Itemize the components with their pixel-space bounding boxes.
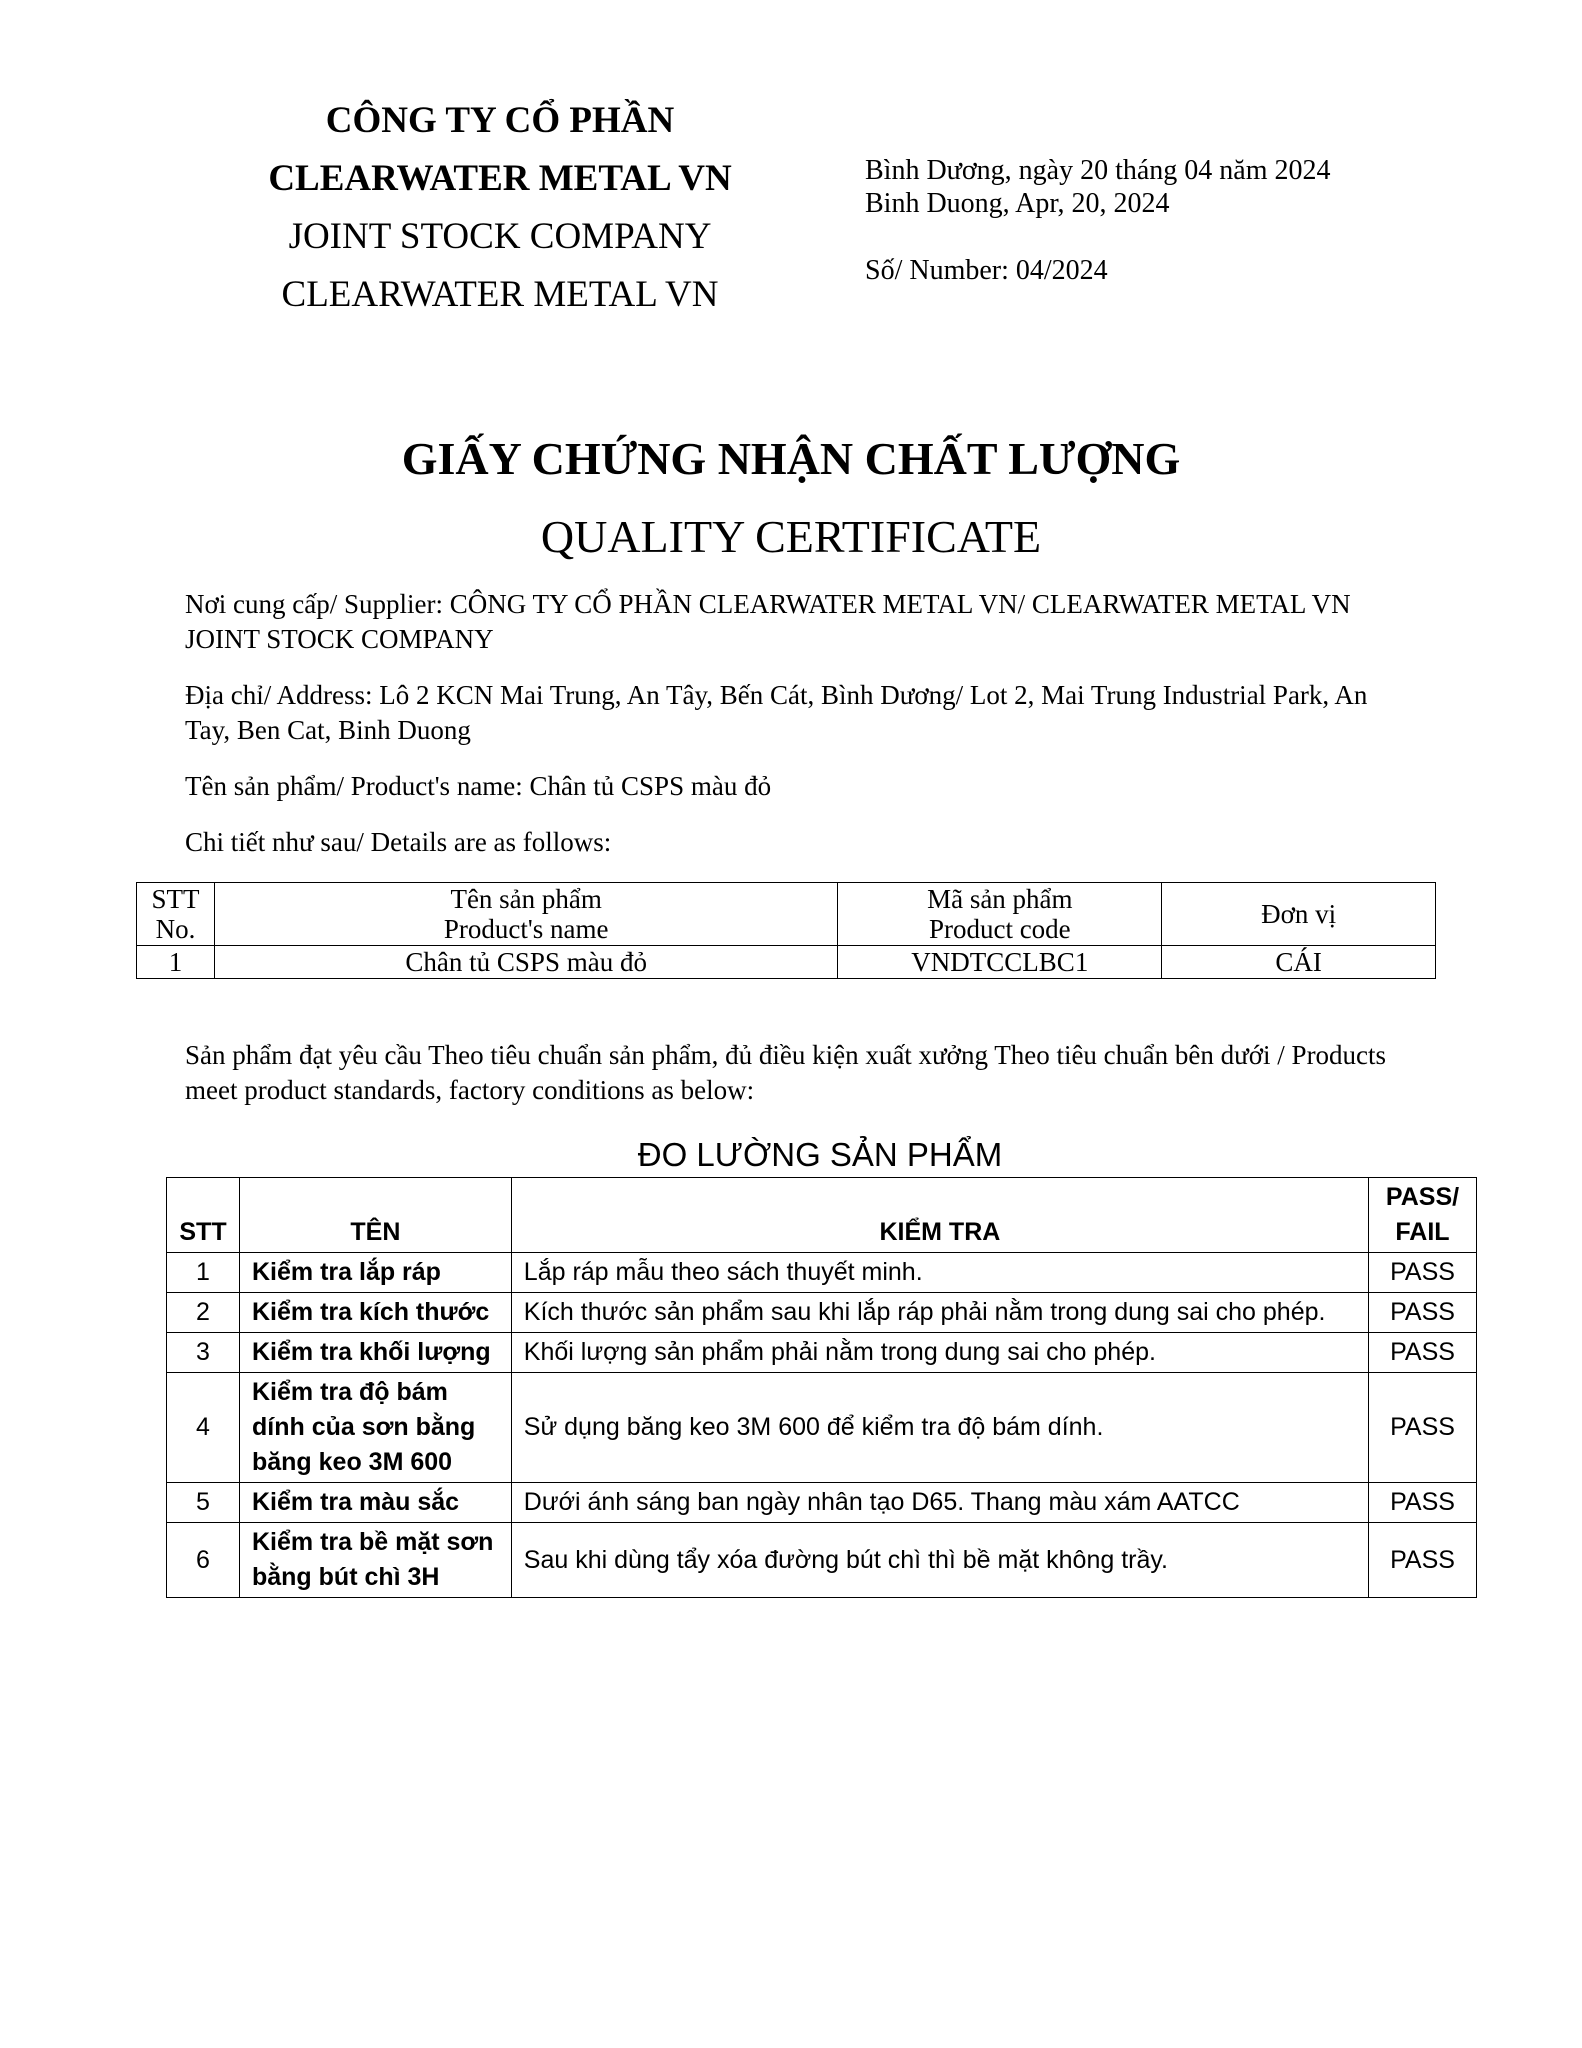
row-kiem-tra: Dưới ánh sáng ban ngày nhân tạo D65. Thang màu xám AATCC: [511, 1483, 1368, 1523]
header-code: [838, 883, 1162, 946]
row-stt: 3: [167, 1333, 240, 1373]
row-name: Chân tủ CSPS màu đỏ: [214, 946, 837, 979]
measure-table-title: ĐO LƯỜNG SẢN PHẨM: [637, 1136, 1003, 1173]
header-no-en: No.: [155, 914, 196, 944]
table-row: [167, 1293, 1477, 1333]
row-ten: Kiểm tra kích thước: [239, 1293, 511, 1333]
row-code: VNDTCCLBC1: [838, 946, 1162, 979]
row-ten: Kiểm tra bề mặt sơn bằng bút chì 3H: [239, 1523, 511, 1598]
header-unit: Đơn vị: [1162, 883, 1436, 946]
address-line: Địa chỉ/ Address: Lô 2 KCN Mai Trung, An Tây, Bến Cát, Bình Dương/ Lot 2, Mai Trung Industrial Park, An Tay, Ben Cat, Binh Duong: [185, 680, 1368, 745]
row-result: PASS: [1369, 1293, 1477, 1333]
row-ten: Kiểm tra lắp ráp: [239, 1253, 511, 1293]
header-code-en: Product code: [928, 914, 1071, 944]
header-name-en: Product's name: [443, 914, 609, 944]
certificate-number: Số/ Number: 04/2024: [865, 255, 1108, 286]
company-line-4: CLEARWATER METAL VN: [281, 274, 719, 315]
title-vn: GIẤY CHỨNG NHẬN CHẤT LƯỢNG: [401, 433, 1181, 484]
row-ten: Kiểm tra độ bám dính của sơn bằng băng keo 3M 600: [239, 1373, 511, 1483]
details-line: Chi tiết như sau/ Details are as follows:: [185, 827, 612, 857]
table-row: [167, 1333, 1477, 1373]
table-row: [137, 946, 1436, 979]
header-stt: STT: [167, 1178, 240, 1253]
date-vn: Bình Dương, ngày 20 tháng 04 năm 2024: [865, 155, 1331, 186]
header-ten: TÊN: [239, 1178, 511, 1253]
row-unit: CÁI: [1162, 946, 1436, 979]
row-stt: 1: [167, 1253, 240, 1293]
company-line-3: JOINT STOCK COMPANY: [288, 216, 712, 257]
row-stt: 5: [167, 1483, 240, 1523]
header-kiem-tra: KIỂM TRA: [511, 1178, 1368, 1253]
row-result: PASS: [1369, 1253, 1477, 1293]
company-line-1: CÔNG TY CỔ PHẦN: [325, 100, 675, 141]
table-row: [167, 1523, 1477, 1598]
standards-statement: Sản phẩm đạt yêu cầu Theo tiêu chuẩn sản phẩm, đủ điều kiện xuất xưởng Theo tiêu chuẩn bên dưới / Products meet product standards, factory conditions as below:: [185, 1040, 1387, 1105]
row-result: PASS: [1369, 1483, 1477, 1523]
date-en: Binh Duong, Apr, 20, 2024: [865, 188, 1170, 219]
measure-table-header: [167, 1178, 1477, 1253]
header-code-vn: Mã sản phẩm: [927, 884, 1073, 914]
measure-table: [166, 1177, 1477, 1598]
row-kiem-tra: Sử dụng băng keo 3M 600 để kiểm tra độ bám dính.: [511, 1373, 1368, 1483]
row-result: PASS: [1369, 1373, 1477, 1483]
row-stt: 1: [137, 946, 215, 979]
row-stt: 2: [167, 1293, 240, 1333]
table-row: [167, 1373, 1477, 1483]
header-stt-vn: STT: [151, 884, 200, 914]
title-en: QUALITY CERTIFICATE: [540, 511, 1042, 562]
header-name: [214, 883, 837, 946]
row-ten: Kiểm tra màu sắc: [239, 1483, 511, 1523]
row-kiem-tra: Khối lượng sản phẩm phải nằm trong dung sai cho phép.: [511, 1333, 1368, 1373]
supplier-line: Nơi cung cấp/ Supplier: CÔNG TY CỔ PHẦN CLEARWATER METAL VN/ CLEARWATER METAL VN JOINT STOCK COMPANY: [185, 589, 1351, 654]
product-name-line: Tên sản phẩm/ Product's name: Chân tủ CSPS màu đỏ: [185, 771, 772, 801]
row-kiem-tra: Lắp ráp mẫu theo sách thuyết minh.: [511, 1253, 1368, 1293]
header-pass: PASS/: [1385, 1183, 1460, 1211]
company-header: [240, 92, 760, 324]
header-fail: FAIL: [1395, 1218, 1450, 1246]
row-stt: 6: [167, 1523, 240, 1598]
row-result: PASS: [1369, 1523, 1477, 1598]
header-name-vn: Tên sản phẩm: [450, 884, 602, 914]
row-kiem-tra: Kích thước sản phẩm sau khi lắp ráp phải nằm trong dung sai cho phép.: [511, 1293, 1368, 1333]
company-line-2: CLEARWATER METAL VN: [268, 158, 732, 199]
row-kiem-tra: Sau khi dùng tẩy xóa đường bút chì thì bề mặt không trầy.: [511, 1523, 1368, 1598]
header-pass-fail: [1369, 1178, 1477, 1253]
date-block: [865, 154, 1331, 220]
product-table: [136, 882, 1436, 979]
product-table-header: [137, 883, 1436, 946]
table-row: [167, 1483, 1477, 1523]
row-ten: Kiểm tra khối lượng: [239, 1333, 511, 1373]
row-result: PASS: [1369, 1333, 1477, 1373]
row-stt: 4: [167, 1373, 240, 1483]
header-stt: [137, 883, 215, 946]
table-row: [167, 1253, 1477, 1293]
